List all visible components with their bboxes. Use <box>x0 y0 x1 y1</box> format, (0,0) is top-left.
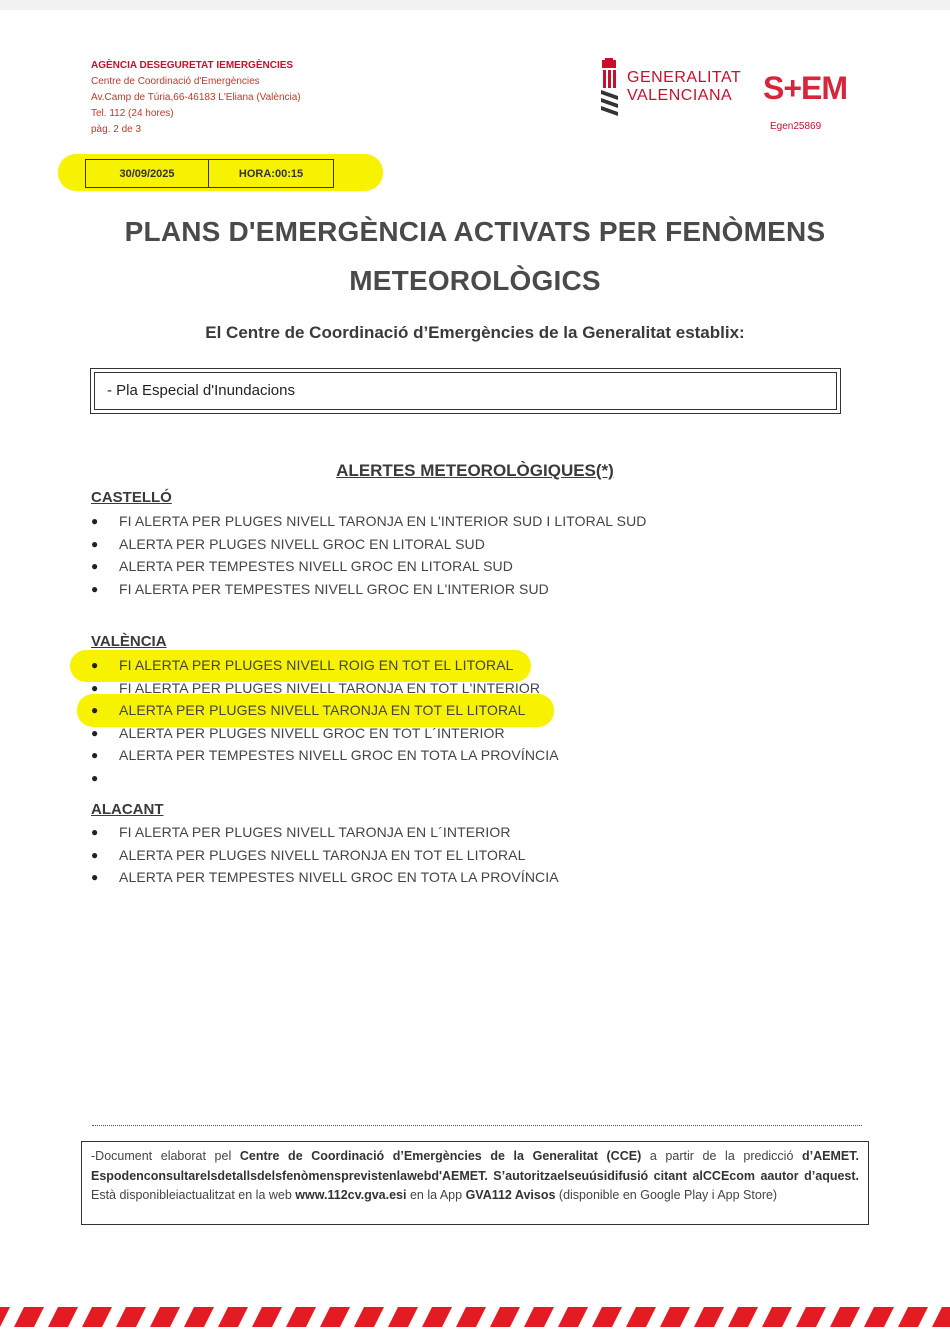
bullet-icon: ● <box>91 536 99 551</box>
bullet-icon: ● <box>91 847 99 862</box>
alerts-heading: ALERTES METEOROLÒGIQUES(*) <box>336 461 614 480</box>
agency-name: AGÈNCIA DESEGURETAT IEMERGÈNCIES <box>91 60 294 71</box>
stripe-mark <box>694 1307 724 1327</box>
stripe-mark <box>592 1307 622 1327</box>
alert-text: ALERTA PER PLUGES NIVELL GROC EN LITORAL SUD <box>119 535 485 552</box>
alert-text: FI ALERTA PER PLUGES NIVELL ROIG EN TOT EL LITORAL <box>119 657 514 673</box>
stripe-mark <box>762 1307 792 1327</box>
stripe-mark <box>932 1307 950 1327</box>
stripe-mark <box>286 1307 316 1327</box>
generalitat-emblem-icon <box>598 58 622 116</box>
bullet-icon: ● <box>91 559 99 573</box>
stripe-mark <box>660 1307 690 1327</box>
stripe-mark <box>82 1307 112 1327</box>
stripe-mark <box>456 1307 486 1327</box>
bullet-icon: ● <box>91 703 99 717</box>
top-bar <box>0 0 950 10</box>
stripe-mark <box>184 1307 214 1327</box>
footer-disclaimer <box>81 1141 869 1225</box>
logo-line-1: GENERALITAT <box>627 69 742 86</box>
stripe-mark <box>0 1307 10 1327</box>
dotted-separator <box>92 1125 862 1126</box>
footer-text: en la App <box>406 1188 466 1202</box>
stripe-mark <box>422 1307 452 1327</box>
alert-text: ALERTA PER PLUGES NIVELL TARONJA EN TOT EL LITORAL <box>119 846 526 863</box>
time-field: HORA:00:15 <box>208 159 334 188</box>
page-title <box>90 207 860 305</box>
footer-text: (disponible en Google Play i App Store) <box>555 1188 778 1202</box>
bottom-stripe-band <box>0 1303 950 1331</box>
bullet-icon: ● <box>91 825 99 839</box>
title-line-1: PLANS D'EMERGÈNCIA ACTIVATS PER FENÒMENS <box>124 216 826 247</box>
stripe-mark <box>48 1307 78 1327</box>
province-valencia: VALÈNCIA <box>91 633 167 650</box>
stripe-mark <box>898 1307 928 1327</box>
document-code: Egen25869 <box>770 121 822 132</box>
alert-text: FI ALERTA PER TEMPESTES NIVELL GROC EN L'INTERIOR SUD <box>119 580 549 597</box>
center-name: Centre de Coordinació d'Emergències <box>91 76 260 87</box>
bullet-icon: ● <box>91 870 99 884</box>
alert-text: FI ALERTA PER PLUGES NIVELL TARONJA EN L´INTERIOR <box>119 824 511 840</box>
date-field: 30/09/2025 <box>85 159 209 188</box>
stripe-mark <box>796 1307 826 1327</box>
stripe-mark <box>830 1307 860 1327</box>
stripe-mark <box>218 1307 248 1327</box>
alert-text: ALERTA PER TEMPESTES NIVELL GROC EN LITORAL SUD <box>119 558 513 574</box>
footer-bold-text: d’AEMET. Espodenconsultarelsdetallsdelsfenòmensprevistenlawebd'AEMET. S’autoritzaelseuúsidifusió citant alCCEcom aautor d’aquest. <box>91 1149 859 1183</box>
stripe-mark <box>150 1307 180 1327</box>
sem-logo: S+EM <box>763 70 848 106</box>
logo-line-2: VALENCIANA <box>627 87 733 104</box>
stripe-mark <box>252 1307 282 1327</box>
footer-link-text: www.112cv.gva.esi <box>295 1188 407 1202</box>
stripe-mark <box>354 1307 384 1327</box>
alert-text: FI ALERTA PER PLUGES NIVELL TARONJA EN L'INTERIOR SUD I LITORAL SUD <box>119 513 647 529</box>
alert-text: ALERTA PER PLUGES NIVELL TARONJA EN TOT EL LITORAL <box>119 702 526 718</box>
footer-text: -Document elaborat pel <box>91 1149 240 1163</box>
alert-text: ALERTA PER TEMPESTES NIVELL GROC EN TOTA LA PROVÍNCIA <box>119 869 559 885</box>
stripe-mark <box>864 1307 894 1327</box>
province-castello: CASTELLÓ <box>91 489 172 506</box>
footer-text: a partir de la predicció <box>641 1149 803 1163</box>
stripe-mark <box>116 1307 146 1327</box>
stripe-mark <box>490 1307 520 1327</box>
generalitat-logo-text <box>627 69 741 105</box>
bullet-icon: ● <box>91 581 99 596</box>
footer-text: Està disponibleiactualitzat en la web <box>91 1188 296 1202</box>
stripe-mark <box>388 1307 418 1327</box>
alert-text: FI ALERTA PER PLUGES NIVELL TARONJA EN TOT L'INTERIOR <box>119 679 541 696</box>
active-plan-item: - Pla Especial d'Inundacions <box>107 382 295 399</box>
stripe-mark <box>626 1307 656 1327</box>
subtitle: El Centre de Coordinació d’Emergències de la Generalitat establix: <box>205 323 745 342</box>
footer-app-name: GVA112 Avisos <box>465 1188 556 1202</box>
bullet-icon: ● <box>91 658 99 672</box>
active-plans-box <box>90 368 841 414</box>
stripe-mark <box>14 1307 44 1327</box>
alert-text: ALERTA PER TEMPESTES NIVELL GROC EN TOTA LA PROVÍNCIA <box>119 747 559 763</box>
title-line-2: METEOROLÒGICS <box>349 265 601 296</box>
bullet-icon: ● <box>91 748 99 762</box>
stripe-mark <box>728 1307 758 1327</box>
bullet-icon: ● <box>91 680 99 695</box>
agency-phone: Tel. 112 (24 hores) <box>91 108 174 119</box>
agency-address: Av.Camp de Túria,66-46183 L'Eliana (València) <box>91 92 301 103</box>
stripe-mark <box>524 1307 554 1327</box>
generalitat-logo <box>598 58 748 118</box>
province-alacant: ALACANT <box>91 801 164 818</box>
stripe-mark <box>558 1307 588 1327</box>
bullet-icon: ● <box>91 514 99 528</box>
stripe-mark <box>320 1307 350 1327</box>
bullet-icon: ● <box>91 725 99 740</box>
alert-text: ALERTA PER PLUGES NIVELL GROC EN TOT L´INTERIOR <box>119 724 505 741</box>
bullet-icon: ● <box>91 770 99 785</box>
page-number: pàg. 2 de 3 <box>91 124 142 135</box>
footer-bold-text: Centre de Coordinació d’Emergències de la Generalitat (CCE) <box>239 1149 642 1163</box>
agency-info <box>91 58 301 138</box>
